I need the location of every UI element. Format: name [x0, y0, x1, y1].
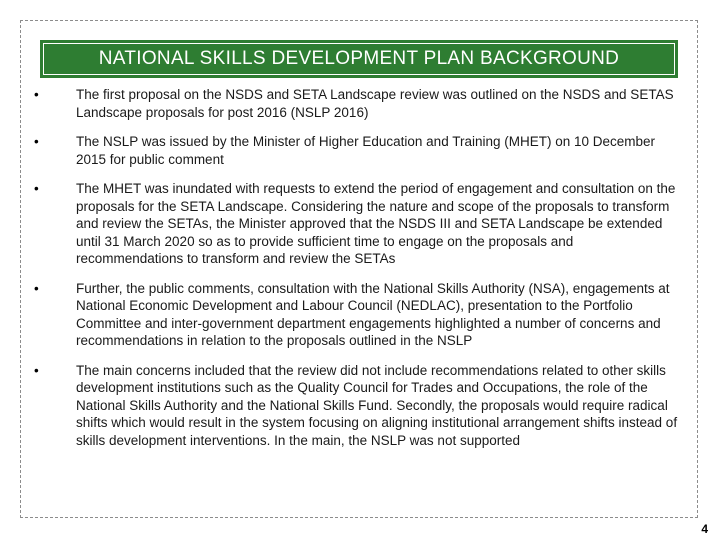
- bullet-text: The first proposal on the NSDS and SETA Landscape review was outlined on the NSDS and SETAS Landscape proposals for post 2016 (NSLP 2016): [76, 87, 674, 120]
- page-number: 4: [701, 522, 708, 536]
- bullet-item: [30, 180, 680, 268]
- bullet-dot-icon: •: [34, 280, 39, 296]
- bullet-text: The NSLP was issued by the Minister of Higher Education and Training (MHET) on 10 December 2015 for public comment: [76, 134, 656, 167]
- bullet-dot-icon: •: [34, 181, 39, 196]
- bullet-item: [30, 362, 680, 450]
- bullet-item: [30, 133, 680, 168]
- bullet-dot-icon: •: [34, 134, 39, 149]
- bullet-text: Further, the public comments, consultation with the National Skills Authority (NSA), engagements at National Economic Development and Labour Council (NEDLAC), presentation to the Portfolio Committee and inter-government department engagements highlighted a number of concerns and recommendations in relation to the proposals outlined in the NSLP: [76, 280, 670, 348]
- bullet-dot-icon: •: [34, 87, 39, 102]
- title-banner: [40, 40, 678, 78]
- bullet-list: [30, 86, 680, 461]
- bullet-item: [30, 280, 680, 350]
- bullet-text: The main concerns included that the review did not include recommendations related to other skills development institutions such as the Quality Council for Trades and Occupations, the role of the National Skills Authority and the National Skills Fund. Secondly, the proposals would require radical shifts which would result in the system focusing on aligning institutional arrangement shifts instead of skills development interventions. In the main, the NSLP was not supported: [76, 362, 678, 448]
- bullet-text: The MHET was inundated with requests to extend the period of engagement and consultation on the proposals for the SETA Landscape. Considering the nature and scope of the proposals to transform and review the SETAs, the Minister approved that the NSDS III and SETA Landscape be extended until 31 March 2020 so as to provide sufficient time to engage on the proposals and recommendations to transform and review the SETAs: [76, 181, 676, 266]
- bullet-item: [30, 86, 680, 121]
- bullet-dot-icon: •: [34, 362, 39, 378]
- slide-title: NATIONAL SKILLS DEVELOPMENT PLAN BACKGROUND: [43, 43, 675, 75]
